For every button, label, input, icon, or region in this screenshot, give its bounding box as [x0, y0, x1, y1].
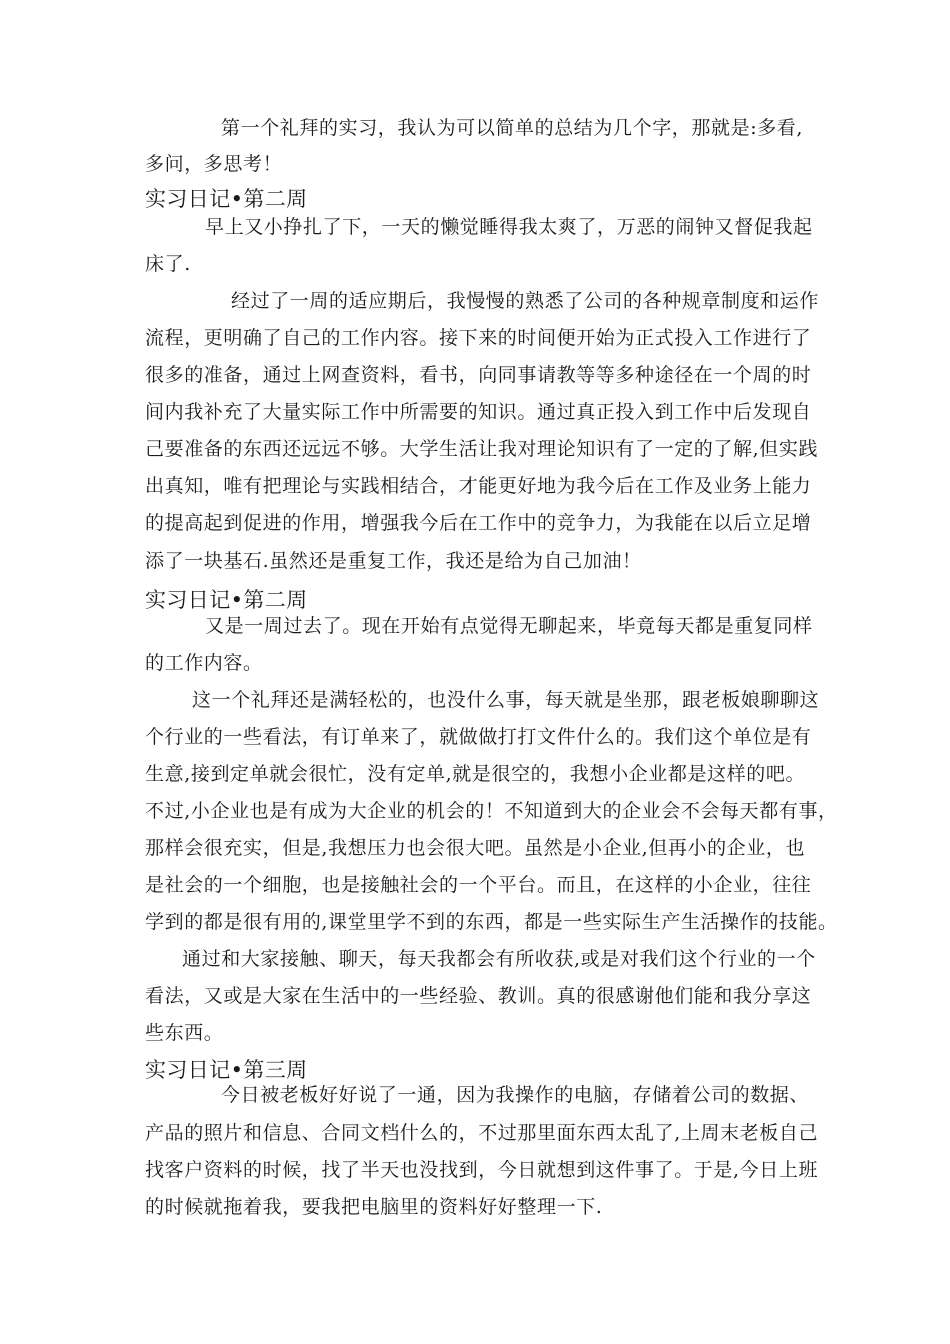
week2b-p3-line-3: 些东西。 [145, 1022, 224, 1044]
intro-line-1: 第一个礼拜的实习，我认为可以简单的总结为几个字，那就是:多看, [221, 117, 804, 139]
week2b-p3-line-1: 通过和大家接触、聊天，每天我都会有所收获,或是对我们这个行业的一个 [182, 948, 816, 970]
week2a-p2-line-5: 己要准备的东西还远远不够。大学生活让我对理论知识有了一定的了解,但实践 [145, 438, 819, 460]
week2a-p2-line-8: 添了一块基石.虽然还是重复工作，我还是给为自己加油！ [145, 550, 642, 572]
week2b-p2-line-7: 学到的都是很有用的,课堂里学不到的东西，都是一些实际生产生活操作的技能。 [145, 911, 838, 933]
week2b-p2-line-4: 不过,小企业也是有成为大企业的机会的！不知道到大的企业会不会每天都有事， [145, 800, 838, 822]
section-heading-week2b: 实习日记•第二周 [145, 588, 308, 612]
week2a-p2-line-6: 出真知，唯有把理论与实践相结合，才能更好地为我今后在工作及业务上能力 [145, 475, 812, 497]
week2b-p2-line-1: 这一个礼拜还是满轻松的，也没什么事，每天就是坐那，跟老板娘聊聊这 [192, 689, 820, 711]
week2b-p2-line-6: 是社会的一个细胞，也是接触社会的一个平台。而且，在这样的小企业，往往 [145, 874, 812, 896]
week2b-p3-line-2: 看法，又或是大家在生活中的一些经验、教训。真的很感谢他们能和我分享这 [145, 985, 812, 1007]
week2a-p2-line-4: 间内我补充了大量实际工作中所需要的知识。通过真正投入到工作中后发现自 [145, 401, 812, 423]
week2a-p1-line-1: 早上又小挣扎了下，一天的懒觉睡得我太爽了，万恶的闹钟又督促我起 [205, 216, 813, 238]
week3-p1-line-2: 产品的照片和信息、合同文档什么的，不过那里面东西太乱了,上周末老板自己 [145, 1122, 819, 1144]
section-heading-week2a: 实习日记•第二周 [145, 187, 308, 211]
section-heading-week3: 实习日记•第三周 [145, 1058, 308, 1082]
intro-line-2: 多问，多思考！ [145, 153, 283, 175]
week2b-p1-line-1: 又是一周过去了。现在开始有点觉得无聊起来，毕竟每天都是重复同样 [205, 615, 813, 637]
week2b-p2-line-3: 生意,接到定单就会很忙，没有定单,就是很空的，我想小企业都是这样的吧。 [145, 763, 806, 785]
week3-p1-line-1: 今日被老板好好说了一通，因为我操作的电脑，存储着公司的数据、 [221, 1084, 810, 1106]
week2a-p2-line-1: 经过了一周的适应期后，我慢慢的熟悉了公司的各种规章制度和运作 [231, 290, 820, 312]
week3-p1-line-4: 的时候就拖着我，要我把电脑里的资料好好整理一下. [145, 1196, 603, 1218]
week2a-p2-line-3: 很多的准备，通过上网查资料，看书，向同事请教等等多种途径在一个周的时 [145, 364, 812, 386]
week2a-p2-line-2: 流程，更明确了自己的工作内容。接下来的时间便开始为正式投入工作进行了 [145, 327, 812, 349]
week2b-p2-line-5: 那样会很充实，但是,我想压力也会很大吧。虽然是小企业,但再小的企业，也 [145, 837, 806, 859]
week2b-p2-line-2: 个行业的一些看法，有订单来了，就做做打打文件什么的。我们这个单位是有 [145, 726, 812, 748]
week2a-p2-line-7: 的提高起到促进的作用，增强我今后在工作中的竞争力，为我能在以后立足增 [145, 512, 812, 534]
week2b-p1-line-2: 的工作内容。 [145, 652, 263, 674]
week3-p1-line-3: 找客户资料的时候，找了半天也没找到，今日就想到这件事了。于是,今日上班 [145, 1159, 819, 1181]
week2a-p1-line-2: 床了. [145, 253, 191, 275]
